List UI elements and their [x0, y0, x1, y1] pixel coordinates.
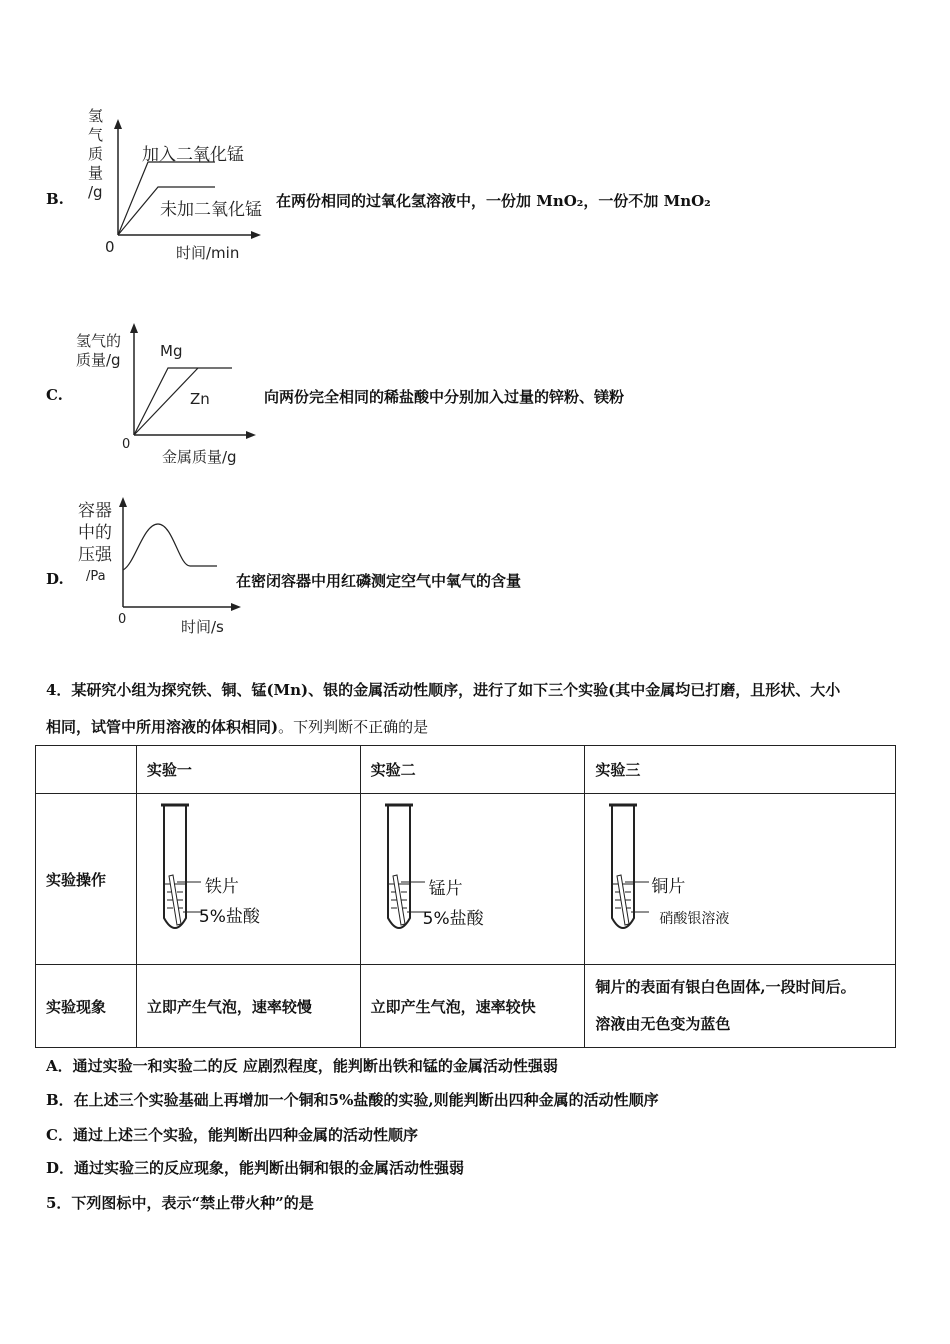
tube-3-metal-label: 铜片 — [651, 877, 686, 897]
experiment-table — [35, 745, 896, 1048]
graph-b-x-label: 时间/min — [176, 244, 240, 262]
graph-c-zn-label: Zn — [190, 390, 210, 408]
graph-c-origin: 0 — [122, 437, 131, 452]
graph-d-y-label: 容器 中的 压强 /Pa — [78, 501, 112, 584]
table-header-exp3: 实验三 — [585, 746, 896, 794]
row-label-operation: 实验操作 — [36, 794, 137, 965]
tube-3-solution-label: 硝酸银溶液 — [659, 911, 730, 927]
graph-c-y-label: 氢气的 质量/g — [76, 332, 122, 369]
option-c-text: 向两份完全相同的稀盐酸中分别加入过量的锌粉、镁粉 — [264, 388, 625, 406]
graph-b-y-label: 氢 气 质 量 /g — [88, 107, 104, 201]
option-d-label: D. — [46, 570, 64, 588]
table-header-exp2: 实验二 — [360, 746, 585, 794]
option-b-text: 在两份相同的过氧化氢溶液中，一份加 MnO₂，一份不加 MnO₂ — [276, 192, 711, 210]
table-header-empty — [36, 746, 137, 794]
graph-d-pressure-curve — [123, 524, 217, 570]
cell-tube-1 — [136, 794, 360, 965]
graph-c-line-mg — [134, 368, 232, 435]
graph-d-x-label: 时间/s — [181, 618, 224, 636]
question-4-line1: 4．某研究小组为探究铁、铜、锰(Mn)、银的金属活动性顺序，进行了如下三个实验(其中金属均已打磨，且形状、大小 — [46, 681, 841, 699]
observation-1: 立即产生气泡，速率较慢 — [136, 965, 360, 1048]
question-5: 5．下列图标中，表示“禁止带火种”的是 — [46, 1194, 314, 1212]
graph-d — [75, 492, 255, 642]
graph-d-origin: 0 — [118, 612, 127, 627]
graph-b-line2-label: 未加二氧化锰 — [160, 200, 262, 220]
tube-1-metal-label: 铁片 — [204, 877, 239, 897]
option-c-label: C. — [46, 386, 63, 404]
graph-b — [80, 105, 280, 265]
tube-2-solution-label: 5%盐酸 — [422, 909, 484, 929]
table-row-operation — [36, 794, 896, 965]
graph-d-axes — [75, 492, 255, 642]
observation-3: 铜片的表面有银白色固体,一段时间后。 溶液由无色变为蓝色 — [585, 965, 896, 1048]
option-d-text: 在密闭容器中用红磷测定空气中氧气的含量 — [236, 572, 522, 590]
cell-tube-2 — [360, 794, 585, 965]
graph-c — [70, 318, 270, 468]
row-label-observation: 实验现象 — [36, 965, 137, 1048]
table-header-exp1: 实验一 — [136, 746, 360, 794]
table-header-row — [36, 746, 896, 794]
observation-2: 立即产生气泡，速率较快 — [360, 965, 585, 1048]
graph-b-origin: 0 — [105, 238, 115, 256]
graph-b-line1-label: 加入二氧化锰 — [142, 145, 244, 165]
tube-1-solution-label: 5%盐酸 — [198, 907, 260, 927]
option-b-label: B. — [46, 190, 64, 208]
graph-c-x-label: 金属质量/g — [162, 448, 237, 466]
graph-c-line-zn — [134, 368, 198, 435]
question-4-line2: 相同，试管中所用溶液的体积相同)。下列判断不正确的是 — [46, 718, 429, 736]
table-row-observation — [36, 965, 896, 1048]
question-4-option-d: D．通过实验三的反应现象，能判断出铜和银的金属活动性强弱 — [46, 1159, 465, 1177]
question-4-option-b: B．在上述三个实验基础上再增加一个铜和5%盐酸的实验,则能判断出四种金属的活动性顺序 — [46, 1091, 659, 1109]
question-4-option-a: A．通过实验一和实验二的反 应剧烈程度，能判断出铁和锰的金属活动性强弱 — [46, 1057, 558, 1075]
graph-c-mg-label: Mg — [160, 342, 183, 360]
cell-tube-3 — [585, 794, 896, 965]
question-4-option-c: C．通过上述三个实验，能判断出四种金属的活动性顺序 — [46, 1126, 418, 1144]
tube-2-metal-label: 锰片 — [428, 879, 463, 899]
